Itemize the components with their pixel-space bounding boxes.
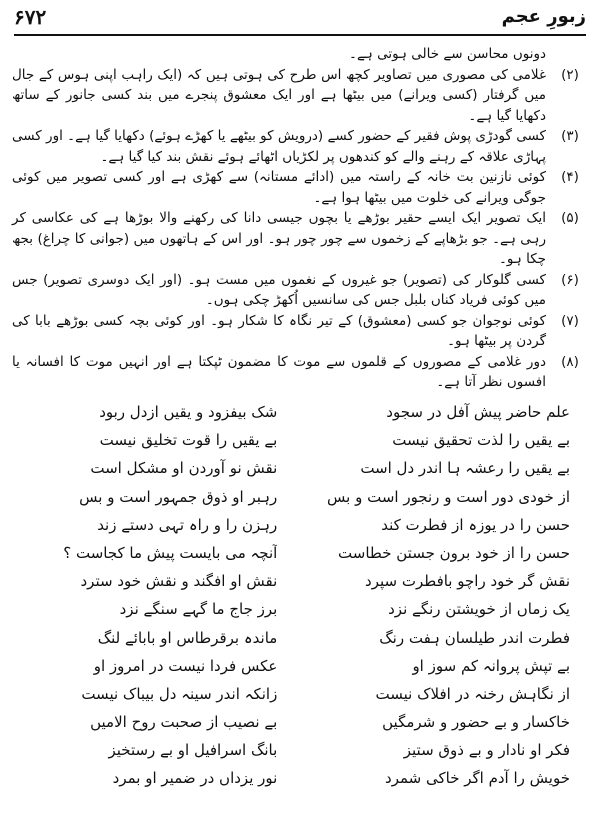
- verse-line: بے یقیں را لذت تحقیق نیست: [392, 431, 570, 450]
- verse-line: عکس فردا نیست در امروز او: [93, 656, 278, 675]
- verse-line: شک بیفزود و یقیں ازدل ربود: [99, 403, 278, 421]
- verse-line: از خودی دور است و رنجور است و بس: [327, 487, 570, 506]
- verse-line: فطرت اندر طیلسان ہفت رنگ: [379, 628, 570, 647]
- verse-line: یک زماں از خویشتن رنگے نزد: [388, 600, 570, 619]
- verse-line: حسن را از خود برون جستن خطاست: [338, 543, 570, 562]
- note-text: کوئی نازنین بت خانہ کے راستہ میں (ادائے مستانہ) سے کھڑی ہے اور کسی تصویر میں کوئی جوگی ویرانے کی خلوت میں بیٹھا ہوا ہے۔: [12, 169, 546, 206]
- verse-line: نقش او افگند و نقش خود سترد: [80, 572, 278, 591]
- verse-line: نور یزداں در ضمیر او بمرد: [112, 769, 278, 788]
- note-number: (۷): [561, 312, 579, 329]
- note-number: (۸): [561, 353, 579, 370]
- verse-line: علم حاضر پیش آفل در سجود: [386, 403, 570, 421]
- verse-line: بے یقیں را قوت تخلیق نیست: [99, 431, 278, 450]
- note-text: دونوں محاسن سے خالی ہوتی ہے۔: [349, 46, 546, 62]
- note: [12, 208, 586, 270]
- verse-line: بے نصیب از صحبت روح الامیں: [90, 713, 278, 732]
- header-rule: [14, 34, 586, 36]
- verse-line: آنچہ می بایست پیش ما کجاست ؟: [63, 543, 278, 562]
- note-number: (۶): [561, 271, 579, 288]
- note-text: دور غلامی کے مصوروں کے قلموں سے موت کا مضمون ٹپکتا ہے اور انہیں موت کا افسانہ یا افسوں نظر آتا ہے۔: [12, 353, 546, 390]
- note: [12, 311, 586, 352]
- note: [12, 126, 586, 167]
- note-text: غلامی کی مصوری میں تصاویر کچھ اس طرح کی ہوتی ہیں کہ (ایک راہب اپنی ہوس کے جال میں گرفتار (کسی ویرانے) میں بیٹھا ہے اور ایک معشوق پنجرے میں بند کسی جانور کے ساتھ دکھایا گیا ہے۔: [12, 66, 546, 124]
- verse-line: بے یقیں را رعشہ ہا اندر دل است: [360, 459, 570, 478]
- verse-line: زانکہ اندر سینہ دل بیباک نیست: [81, 684, 278, 703]
- verse-line: ماندہ برقرطاس او بابائے لنگ: [97, 628, 278, 647]
- verse-line: بے تپش پروانہ کم سوز او: [412, 656, 570, 675]
- book-title: زبورِ عجم: [501, 6, 586, 27]
- verse-line: از نگاہش رخنہ در افلاک نیست: [375, 684, 570, 703]
- note-number: (۲): [561, 66, 579, 83]
- verse-line: رہبر او ذوق جمہور است و بس: [79, 487, 278, 506]
- poem-right-column: [321, 398, 570, 828]
- verse-line: خویش را آدم اگر خاکی شمرد: [385, 769, 570, 788]
- note: [12, 167, 586, 208]
- note-text: ایک تصویر ایک ایسے حقیر بوڑھے یا بچوں جیسی دانا کی رکھنے والا بوڑھا ہے کی عکاسی کر رہی ہے۔ جو بڑھاپے کے زخموں سے چور چور ہو۔ اور اس کے ہاتھوں میں (جوانی کا چراغ) بجھ چکا ہو۔: [12, 210, 546, 267]
- note: [12, 270, 586, 311]
- note-number: (۳): [561, 128, 579, 144]
- footnotes: [12, 44, 586, 393]
- page-number: ۶۷۲: [14, 5, 47, 29]
- poem: [28, 398, 570, 828]
- note-text: کسی گودڑی پوش فقیر کے حضور کسے (درویش کو بیٹھے یا کھڑے ہوئے) دکھایا گیا ہے۔ اور کسی پہاڑی علاقہ کے رہنے والے کو کندھوں پر لکڑیاں اٹھائے ہوئے نقش بند کیا گیا ہے۔: [12, 128, 546, 165]
- verse-line: برز جاج ما گہے سنگے نزد: [119, 600, 278, 619]
- note-number: (۴): [561, 169, 579, 185]
- note: [12, 65, 586, 127]
- verse-line: بانگ اسرافیل او بے رستخیز: [108, 741, 278, 760]
- verse-line: خاکسار و بے حضور و شرمگیں: [382, 713, 570, 732]
- note-text: کسی گلوکار کی (تصویر) جو غیروں کے نغموں میں مست ہو۔ (اور ایک دوسری تصویر) جس میں کوئی فریاد کناں بلبل جس کی سانسیں اُکھڑ چکی ہوں۔: [12, 271, 546, 308]
- verse-line: نقش گر خود راچو بافطرت سپرد: [365, 572, 570, 591]
- verse-line: فکر او نادار و بے ذوق ستیز: [403, 741, 570, 760]
- note: [12, 44, 586, 65]
- page-header: [14, 4, 586, 34]
- verse-line: نقش نو آوردن او مشکل است: [90, 459, 278, 478]
- note-text: کوئی نوجوان جو کسی (معشوق) کے تیر نگاہ کا شکار ہو۔ اور کوئی بچہ کسی بوڑھے بابا کی گردن پر بیٹھا ہو۔: [12, 312, 546, 349]
- poem-left-column: [28, 398, 277, 828]
- verse-line: رہزن را و راہ تہی دستے زند: [97, 515, 278, 534]
- verse-line: حسن را در یوزہ از فطرت کند: [381, 515, 570, 534]
- note-number: (۵): [561, 210, 579, 226]
- note: [12, 352, 586, 393]
